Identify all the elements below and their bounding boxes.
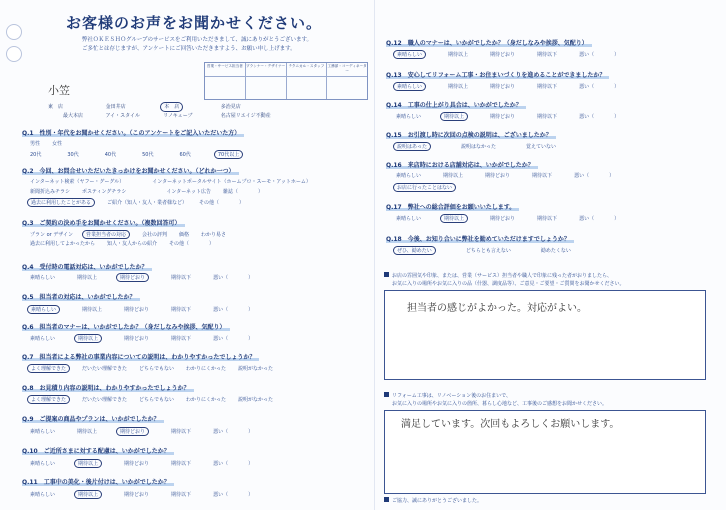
q2-selected[interactable]: 過去に利用したことがある [27,198,95,207]
question-q4: Q.4 受付時の電話対応は、いかがでしたか？ [22,262,152,271]
store-option[interactable]: アイ・スタイル [105,113,141,119]
question-q17: Q.17 弊社への総合評価をお願いいたします。 [386,202,519,211]
q18-selected[interactable]: ぜひ、勧めたい [393,246,436,255]
footer-thanks: ご協力、誠にありがとうございました。 [384,497,696,505]
staff-header: 工務部・コーディネーター [327,63,367,77]
question-q13: Q.13 安心してリフォーム工事・お住まいづくりを進めることができましたか？ [386,70,609,79]
store-option[interactable]: リノキューブ [163,113,193,119]
q1-gender: 男性 女性 [30,141,63,147]
q12-selected[interactable]: 素晴らしい [393,50,426,59]
q10-selected[interactable]: 期待以上 [74,459,102,468]
q3-selected[interactable]: 営業担当者の対応 [82,230,130,239]
question-q8: Q.8 お見積り内容の説明は、わかりやすかったでしょうか？ [22,383,194,392]
comment-box-1[interactable] [384,290,706,380]
page-title: お客様のお声をお聞かせください。 [66,14,323,32]
question-q7: Q.7 担当者による弊社の事業内容についての説明は、わかりやすかったでしょうか？ [22,352,259,361]
q1-ages: 20代 30代 40代 50代 60代 70代以上 [30,150,255,159]
store-option[interactable]: 名古屋リエイジ不動産 [220,113,271,119]
handwritten-comment: 担当者の感じがよかった。対応がよい。 [407,303,587,314]
q5-selected[interactable]: 素晴らしい [27,305,60,314]
q6-selected[interactable]: 期待以上 [74,334,102,343]
question-q2: Q.2 今回、お問合せいただいたきっかけをお聞かせください。（どれか一つ） [22,166,239,175]
q17-selected[interactable]: 期待以上 [440,214,468,223]
q4-selected[interactable]: 期待どおり [116,273,149,282]
store-option[interactable]: 金田井店 [105,104,126,110]
question-q9: Q.9 ご提案の商品やプランは、いかがでしたか？ [22,414,164,423]
punch-hole-icon [6,24,22,40]
square-bullet-icon [384,272,389,277]
store-option[interactable]: 多治見店 [220,104,241,110]
survey-sheet: お客様のお声をお聞かせください。 弊社ＯＫＥＳＨＯグループのサービスをご利用いただきまして、誠にありがとうございます。 ご多忙とは存じますが、アンケートにご回答いただきますよう、お願い申し上げます。 営業・サービス担当者 プランナー・デザイナー テクニカル・スタッフ 工務部・コーディネーター 小笠 東 店 金田井店 本 店 多治見店 最大本店 アイ・スタイル リノキューブ 名古屋リエイジ不動産 Q.1 性別・年代をお聞かせください。（このアンケートをご記入いただいた方） 男性 女性 20代 30代 40代 50代 60代 70代以上 Q.2 今回、お問合せいただいたきっかけをお聞かせください。（どれか一つ） インターネット検索（ヤフー・グーグル） インターネットポータルサイト（ホームプロ・スーモ・アットホーム） 新聞折込みチラシ ポスティングチラシ インターネット広告 雑誌（ ） 過去に利用したことがある ご紹介（知人・友人・業者様など） その他（ ） Q.3 ご契約の決め手をお聞かせください。（複数回答可） プラン or デザイン 営業担当者の対応 会社の評判 価格 わかり易さ 過去に利用してよかったから 知人・友人からの紹介 その他（ ） Q.4 受付時の電話対応は、いかがでしたか？ 素晴らしい 期待以上 期待どおり 期待以下 悪い（ ） Q.5 担当者の対応は、いかがでしたか？ 素晴らしい 期待以上 期待どおり 期待以下 悪い（ ） Q.6 担当者のマナーは、いかがでしたか？（身だしなみや挨拶、気配り） 素晴らしい 期待以上 期待どおり 期待以下 悪い（ ） Q.7 担当者による弊社の事業内容についての説明は、わかりやすかったでしょうか？ よく理解できた だいたい理解できた どちらでもない わかりにくかった 説明がなかった Q.8 お見積り内容の説明は、わかりやすかったでしょうか？ よく理解できた だいたい理解できた どちらでもない わかりにくかった 説明がなかった Q.9 ご提案の商品やプランは、いかがでしたか？ 素晴らしい 期待以上 期待どおり 期待以下 悪い（ ） Q.10 ご近所さまに対する配慮は、いかがでしたか？ 素晴らしい 期待以上 期待どおり 期待以下 悪い（ ） Q.11 工事中の美化・後片付けは、いかがでしたか？ 素晴らしい 期待以上 期待どおり 期待以下 悪い（ ） Q.12 職人のマナーは、いかがでしたか？（身だしなみや挨拶、気配り） 素晴らしい 期待以上 期待どおり 期待以下 悪い（ ） Q.13 安心してリフォーム工事・お住まいづくりを進めることができましたか？ 素晴らしい 期待以上 期待どおり 期待以下 悪い（ ） Q.14 工事の仕上がり具合は、いかがでしたか？ 素晴らしい 期待以上 期待どおり 期待以下 悪い（ ） Q.15 お引渡し時に次回の点検の説明は、ございましたか？ 説明はあった 説明はなかった 覚えていない Q.16 来店時における店舗対応は、いかがでしたか？ 素晴らしい 期待以上 期待どおり 期待以下 悪い（ ） お店に行ったことはない Q.17 弊社への総合評価をお願いいたします。 素晴らしい 期待以上 期待どおり 期待以下 悪い（ ） Q.18 今後、お知り合いに弊社を勧めていただけますでしょうか？ ぜひ、勧めたい どちらとも言えない 勧めたくない お店の雰囲気や印象、または、営業（サービス）担当者や職人で印象に残った者がおりましたら、 お気に入りの場所やお気に入りの品（什器、調度品等）、ご意見・ご要望・ご質問をお聞かせください。 担当者の感じがよかった。対応がよい。 リフォーム工事は、リノベーション後のお住まいで、 お気に入りの場所やお気に入りの箇所、暮らし心地など、工事後のご感想をお聞かせください。 満足しています。次回もよろしくお願いします。 ご協力、誠にありがとうございました。 [0,0,726,510]
q7-selected[interactable]: よく理解できた [27,364,70,373]
store-option[interactable]: 最大本店 [48,113,84,119]
staff-header: 営業・サービス担当者 [205,63,245,77]
staff-header: プランナー・デザイナー [246,63,286,77]
square-bullet-icon [384,392,389,397]
store-option-selected[interactable]: 本 店 [160,102,183,112]
question-q10: Q.10 ご近所さまに対する配慮は、いかがでしたか？ [22,446,174,455]
q11-selected[interactable]: 期待以上 [74,490,102,499]
staff-header: テクニカル・スタッフ [287,63,327,77]
q8-selected[interactable]: よく理解できた [27,395,70,404]
store-list [48,102,277,120]
intro-text: 弊社ＯＫＥＳＨＯグループのサービスをご利用いただきまして、誠にありがとうございます。 ご多忙とは存じますが、アンケートにご回答いただきますよう、お願い申し上げます。 [82,37,313,52]
punch-hole-icon [6,46,22,62]
q13-selected[interactable]: 素晴らしい [393,82,426,91]
staff-name-handwritten: 小笠 [48,84,70,97]
q15-selected[interactable]: 説明はあった [393,142,431,151]
handwritten-comment: 満足しています。次回もよろしくお願いします。 [401,419,620,430]
staff-table [204,62,368,100]
store-option[interactable]: 東 店 [48,104,64,110]
center-divider [374,0,375,510]
q1-selected[interactable]: 70代以上 [214,150,243,159]
comment-box-2[interactable] [384,410,706,494]
question-q6: Q.6 担当者のマナーは、いかがでしたか？（身だしなみや挨拶、気配り） [22,322,230,331]
question-q1: Q.1 性別・年代をお聞かせください。（このアンケートをご記入いただいた方） [22,128,244,137]
question-q16: Q.16 来店時における店舗対応は、いかがでしたか？ [386,160,538,169]
q16-selected[interactable]: お店に行ったことはない [393,183,456,192]
question-q11: Q.11 工事中の美化・後片付けは、いかがでしたか？ [22,477,174,486]
square-bullet-icon [384,497,389,502]
question-q18: Q.18 今後、お知り合いに弊社を勧めていただけますでしょうか？ [386,234,574,243]
q14-selected[interactable]: 期待以上 [440,112,468,121]
comment-prompt-1: お店の雰囲気や印象、または、営業（サービス）担当者や職人で印象に残った者がおりましたら、 お気に入りの場所やお気に入りの品（什器、調度品等）、ご意見・ご要望・ご質問をお聞かせください。 [384,272,696,288]
question-q3: Q.3 ご契約の決め手をお聞かせください。（複数回答可） [22,218,185,227]
question-q12: Q.12 職人のマナーは、いかがでしたか？（身だしなみや挨拶、気配り） [386,38,592,47]
question-q15: Q.15 お引渡し時に次回の点検の説明は、ございましたか？ [386,130,556,139]
comment-prompt-2: リフォーム工事は、リノベーション後のお住まいで、 お気に入りの場所やお気に入りの箇所、暮らし心地など、工事後のご感想をお聞かせください。 [384,392,696,408]
question-q5: Q.5 担当者の対応は、いかがでしたか？ [22,292,140,301]
question-q14: Q.14 工事の仕上がり具合は、いかがでしたか？ [386,100,526,109]
q9-selected[interactable]: 期待どおり [116,427,149,436]
